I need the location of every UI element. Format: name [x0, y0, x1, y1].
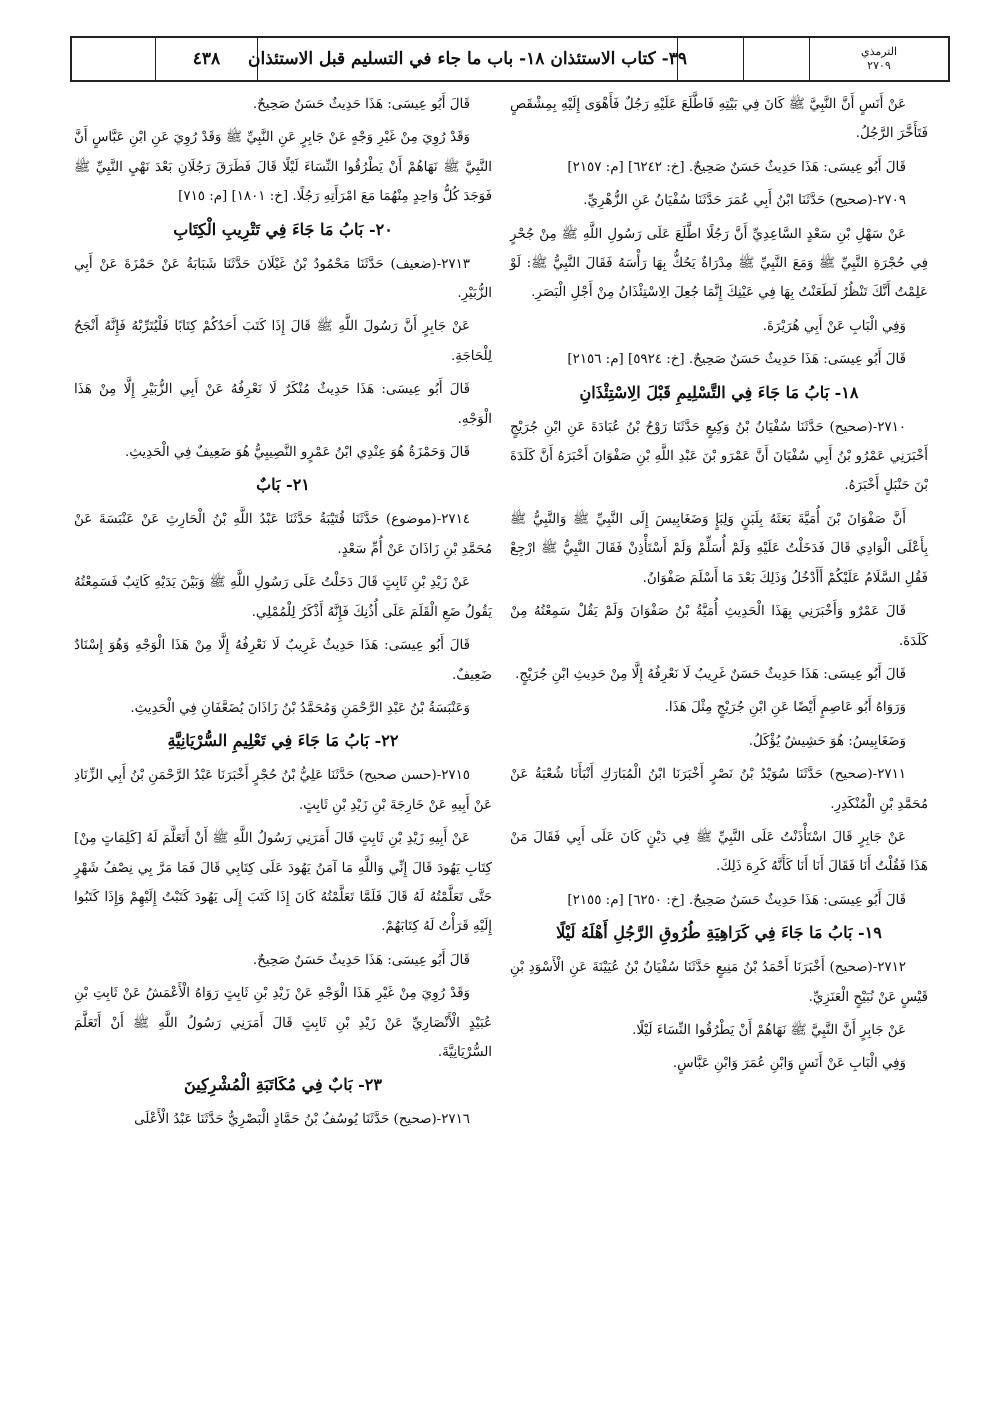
text-paragraph: قَالَ أَبُو عِيسَى: هَذَا حَدِيثٌ حَسَنٌ صَحِيحٌ.: [252, 952, 470, 968]
right-text-column: [510, 90, 928, 1360]
text-paragraph: وَقَدْ رُوِيَ مِنْ غَيْرِ وَجْهٍ عَنْ جَابِرٍ عَنِ النَّبِيِّ ﷺ وَقَدْ رُوِيَ عَنِ ابْنِ عَبَّاسٍ أَنَّ النَّبِيَّ ﷺ نَهَاهُمْ أَنْ يَطْرُقُوا النِّسَاءَ لَيْلًا قَالَ فَطَرَقَ رَجُلَانِ بَعْدَ نَهْيِ النَّبِيِّ ﷺ فَوَجَدَ كُلُّ وَاحِدٍ مِنْهُمَا مَعَ امْرَأَتِهِ رَجُلًا. [خ: ١٨٠١] [م: ٧١٥]: [74, 130, 492, 205]
hadith-range: ٢٧٠٩: [867, 59, 891, 72]
text-paragraph: ٢٧١٥-(حسن صحيح) حَدَّثَنَا عَلِيُّ بْنُ حُجْرٍ أَخْبَرَنَا عَبْدُ الرَّحْمَنِ بْنُ أَبِي الزِّنَادِ عَنْ أَبِيهِ عَنْ خَارِجَةَ بْنِ زَيْدِ بْنِ ثَابِتٍ.: [74, 768, 492, 813]
text-paragraph: ٢٧١٢-(صحيح) أَخْبَرَنَا أَحْمَدُ بْنُ مَنِيعٍ حَدَّثَنَا سُفْيَانُ بْنُ عُيَيْنَةَ عَنِ الْأَسْوَدِ بْنِ قَيْسٍ عَنْ نُبَيْحٍ الْعَنَزِيِّ.: [510, 960, 928, 1005]
chapter-heading: ١٩- بَابُ مَا جَاءَ فِي كَرَاهِيَةِ طُرُوقِ الرَّجُلِ أَهْلَهُ لَيْلًا: [556, 923, 882, 943]
header-blank-cell: [72, 38, 156, 80]
header-title: ٣٩- كتاب الاستئذان ١٨- باب ما جاء في التسليم قبل الاستئذان: [258, 38, 678, 80]
text-paragraph: ٢٧١٠-(صحيح) حَدَّثَنَا سُفْيَانُ بْنُ وَكِيعٍ حَدَّثَنَا رَوْحُ بْنُ عُبَادَةَ عَنِ ابْنِ جُرَيْجٍ أَخْبَرَنِي عَمْرُو بْنُ أَبِي سُفْيَانَ أَنَّ عَمْرَو بْنَ عَبْدِ اللَّهِ بْنِ صَفْوَانَ أَخْبَرَهُ أَنَّ كَلَدَةَ بْنَ حَنْبَلٍ أَخْبَرَهُ.: [510, 419, 928, 494]
left-text-column: [74, 90, 492, 1360]
text-paragraph: عَنْ سَهْلِ بْنِ سَعْدٍ السَّاعِدِيِّ أَنَّ رَجُلًا اطَّلَعَ عَلَى رَسُولِ اللَّهِ ﷺ مِنْ جُحْرٍ فِي حُجْرَةِ النَّبِيِّ ﷺ وَمَعَ النَّبِيِّ ﷺ مِدْرَاةٌ يَحُكُّ بِهَا رَأْسَهُ فَقَالَ النَّبِيُّ ﷺ: لَوْ عَلِمْتُ أَنَّكَ تَنْظُرُ لَطَعَنْتُ بِهَا فِي عَيْنِكَ إِنَّمَا جُعِلَ الِاسْتِئْذَانُ مِنْ أَجْلِ الْبَصَرِ.: [510, 226, 928, 301]
text-paragraph: وَضَغَابِيسُ: هُوَ حَشِيشٌ يُؤْكَلُ.: [748, 733, 906, 749]
text-paragraph: قَالَ أَبُو عِيسَى: هَذَا حَدِيثٌ حَسَنٌ صَحِيحٌ. [خ: ٦٢٥٠] [م: ٢١٥٥]: [567, 892, 906, 908]
text-paragraph: وَرَوَاهُ أَبُو عَاصِمٍ أَيْضًا عَنِ ابْنِ جُرَيْجٍ مِثْلَ هَذَا.: [664, 700, 906, 716]
text-paragraph: قَالَ أَبُو عِيسَى: هَذَا حَدِيثٌ حَسَنٌ صَحِيحٌ. [خ: ٥٩٢٤] [م: ٢١٥٦]: [567, 352, 906, 368]
text-paragraph: قَالَ عَمْرٌو وَأَخْبَرَنِي بِهَذَا الْحَدِيثِ أُمَيَّةُ بْنُ صَفْوَانَ وَلَمْ يَقُلْ سَمِعْتُهُ مِنْ كَلَدَةَ.: [510, 604, 928, 649]
text-paragraph: عَنْ أَنَسٍ أَنَّ النَّبِيَّ ﷺ كَانَ فِي بَيْتِهِ فَاطَّلَعَ عَلَيْهِ رَجُلٌ فَأَهْوَى إِلَيْهِ بِمِشْقَصٍ فَتَأَخَّرَ الرَّجُلُ.: [510, 97, 928, 142]
header-blank-cell: [678, 38, 744, 80]
header-blank-cell: [744, 38, 810, 80]
page-number: ٤٣٨: [156, 38, 258, 80]
text-paragraph: قَالَ أَبُو عِيسَى: هَذَا حَدِيثٌ حَسَنٌ صَحِيحٌ. [خ: ٦٢٤٢] [م: ٢١٥٧]: [567, 159, 906, 175]
chapter-heading: ٢٠- بَابُ مَا جَاءَ فِي تَتْرِيبِ الْكِتَابِ: [173, 219, 393, 239]
text-paragraph: ٢٧١٤-(موضوع) حَدَّثَنَا قُتَيْبَةُ حَدَّثَنَا عَبْدُ اللَّهِ بْنُ الْحَارِثِ عَنْ عَنْبَسَةَ عَنْ مُحَمَّدِ بْنِ زَاذَانَ عَنْ أُمِّ سَعْدٍ.: [74, 512, 492, 557]
text-paragraph: قَالَ أَبُو عِيسَى: هَذَا حَدِيثٌ غَرِيبٌ لَا نَعْرِفُهُ إِلَّا مِنْ هَذَا الْوَجْهِ وَهُوَ إِسْنَادٌ ضَعِيفٌ.: [74, 638, 492, 683]
chapter-heading: ٢١- بَابٌ: [256, 475, 310, 495]
text-paragraph: قَالَ أَبُو عِيسَى: هَذَا حَدِيثٌ حَسَنٌ صَحِيحٌ.: [252, 97, 470, 112]
text-paragraph: وَفِي الْبَابِ عَنْ أَبِي هُرَيْرَةَ.: [762, 318, 906, 334]
text-paragraph: عَنْ جَابِرٍ أَنَّ رَسُولَ اللَّهِ ﷺ قَالَ إِذَا كَتَبَ أَحَدُكُمْ كِتَابًا فَلْيُتَرِّبْهُ فَإِنَّهُ أَنْجَحُ لِلْحَاجَةِ.: [74, 319, 492, 364]
page-header: [70, 36, 950, 82]
text-paragraph: قَالَ أَبُو عِيسَى: هَذَا حَدِيثٌ مُنْكَرٌ لَا نَعْرِفُهُ عَنْ أَبِي الزُّبَيْرِ إِلَّا مِنْ هَذَا الْوَجْهِ.: [74, 382, 492, 427]
text-paragraph: عَنْ جَابِرٍ أَنَّ النَّبِيَّ ﷺ نَهَاهُمْ أَنْ يَطْرُقُوا النِّسَاءَ لَيْلًا.: [632, 1022, 906, 1038]
text-paragraph: قَالَ وَحَمْزَةُ هُوَ عِنْدِي ابْنُ عَمْرٍو النَّصِيبِيُّ هُوَ ضَعِيفٌ فِي الْحَدِيثِ.: [125, 445, 470, 461]
text-paragraph: ٢٧١٦-(صحيح) حَدَّثَنَا يُوسُفُ بْنُ حَمَّادٍ الْبَصْرِيُّ حَدَّثَنَا عَبْدُ الْأَعْلَى: [134, 1112, 470, 1128]
text-paragraph: قَالَ أَبُو عِيسَى: هَذَا حَدِيثٌ حَسَنٌ غَرِيبٌ لَا نَعْرِفُهُ إِلَّا مِنْ حَدِيثِ ابْنِ جُرَيْجٍ.: [515, 666, 906, 682]
chapter-heading: ٢٢- بَابُ مَا جَاءَ فِي تَعْلِيمِ السُّرْيَانِيَّةِ: [167, 731, 399, 751]
text-paragraph: أَنَّ صَفْوَانَ بْنَ أُمَيَّةَ بَعَثَهُ بِلَبَنٍ وَلِبَإٍ وَضَغَابِيسَ إِلَى النَّبِيِّ ﷺ وَالنَّبِيُّ ﷺ بِأَعْلَى الْوَادِي قَالَ فَدَخَلْتُ عَلَيْهِ وَلَمْ أُسَلِّمْ وَلَمْ أَسْتَأْذِنْ فَقَالَ النَّبِيُّ ﷺ ارْجِعْ فَقُلِ السَّلَامُ عَلَيْكُمْ أَأَدْخُلُ وَذَلِكَ بَعْدَ مَا أَسْلَمَ صَفْوَانُ.: [510, 511, 928, 586]
text-paragraph: عَنْ زَيْدِ بْنِ ثَابِتٍ قَالَ دَخَلْتُ عَلَى رَسُولِ اللَّهِ ﷺ وَبَيْنَ يَدَيْهِ كَاتِبٌ فَسَمِعْتُهُ يَقُولُ ضَعِ الْقَلَمَ عَلَى أُذُنِكَ فَإِنَّهُ أَذْكَرُ لِلْمُمْلِي.: [74, 575, 492, 620]
text-paragraph: وَعَنْبَسَةُ بْنُ عَبْدِ الرَّحْمَنِ وَمُحَمَّدُ بْنُ زَاذَانَ يُضَعَّفَانِ فِي الْحَدِيثِ.: [130, 700, 470, 716]
text-paragraph: وَفِي الْبَابِ عَنْ أَنَسٍ وَابْنِ عُمَرَ وَابْنِ عَبَّاسٍ.: [672, 1056, 906, 1072]
text-paragraph: ٢٧١٣-(ضعيف) حَدَّثَنَا مَحْمُودُ بْنُ غَيْلَانَ حَدَّثَنَا شَبَابَةُ عَنْ حَمْزَةَ عَنْ أَبِي الزُّبَيْرِ.: [74, 256, 492, 302]
text-paragraph: ٢٧١١-(صحيح) حَدَّثَنَا سُوَيْدُ بْنُ نَصْرٍ أَخْبَرَنَا ابْنُ الْمُبَارَكِ أَنْبَأَنَا شُعْبَةُ عَنْ مُحَمَّدِ بْنِ الْمُنْكَدِرِ.: [510, 767, 928, 812]
chapter-heading: ١٨- بَابُ مَا جَاءَ فِي التَّسْلِيمِ قَبْلَ الِاسْتِئْذَانِ: [579, 382, 859, 402]
text-paragraph: عَنْ أَبِيهِ زَيْدِ بْنِ ثَابِتٍ قَالَ أَمَرَنِي رَسُولُ اللَّهِ ﷺ أَنْ أَتَعَلَّمَ لَهُ [كَلِمَاتٍ مِنْ] كِتَابِ يَهُودَ قَالَ إِنِّي وَاللَّهِ مَا آمَنُ يَهُودَ عَلَى كِتَابِي قَالَ فَمَا مَرَّ بِي نِصْفُ شَهْرٍ حَتَّى تَعَلَّمْتُهُ لَهُ قَالَ فَلَمَّا تَعَلَّمْتُهُ كَانَ إِذَا كَتَبَ إِلَى يَهُودَ كَتَبْتُ إِلَيْهِمْ وَإِذَا كَتَبُوا إِلَيْهِ قَرَأْتُ لَهُ كِتَابَهُمْ.: [74, 831, 492, 935]
text-paragraph: وَقَدْ رُوِيَ مِنْ غَيْرِ هَذَا الْوَجْهِ عَنْ زَيْدِ بْنِ ثَابِتٍ رَوَاهُ الْأَعْمَشُ عَنْ ثَابِتِ بْنِ عُبَيْدٍ الْأَنْصَارِيِّ عَنْ زَيْدِ بْنِ ثَابِتٍ قَالَ أَمَرَنِي رَسُولُ اللَّهِ ﷺ أَنْ أَتَعَلَّمَ السُّرْيَانِيَّةَ.: [74, 986, 492, 1060]
header-reference: [810, 38, 948, 80]
collection-name: الترمذي: [860, 45, 898, 58]
text-paragraph: ٢٧٠٩-(صحيح) حَدَّثَنَا ابْنُ أَبِي عُمَرَ حَدَّثَنَا سُفْيَانُ عَنِ الزُّهْرِيِّ.: [583, 193, 906, 209]
text-paragraph: عَنْ جَابِرٍ قَالَ اسْتَأْذَنْتُ عَلَى النَّبِيِّ ﷺ فِي دَيْنٍ كَانَ عَلَى أَبِي فَقَالَ مَنْ هَذَا فَقُلْتُ أَنَا فَقَالَ أَنَا أَنَا كَأَنَّهُ كَرِهَ ذَلِكَ.: [510, 829, 928, 875]
chapter-heading: ٢٣- بَابٌ فِي مُكَاتَبَةِ الْمُشْرِكِينَ: [184, 1075, 382, 1095]
book-page: [58, 30, 948, 1370]
